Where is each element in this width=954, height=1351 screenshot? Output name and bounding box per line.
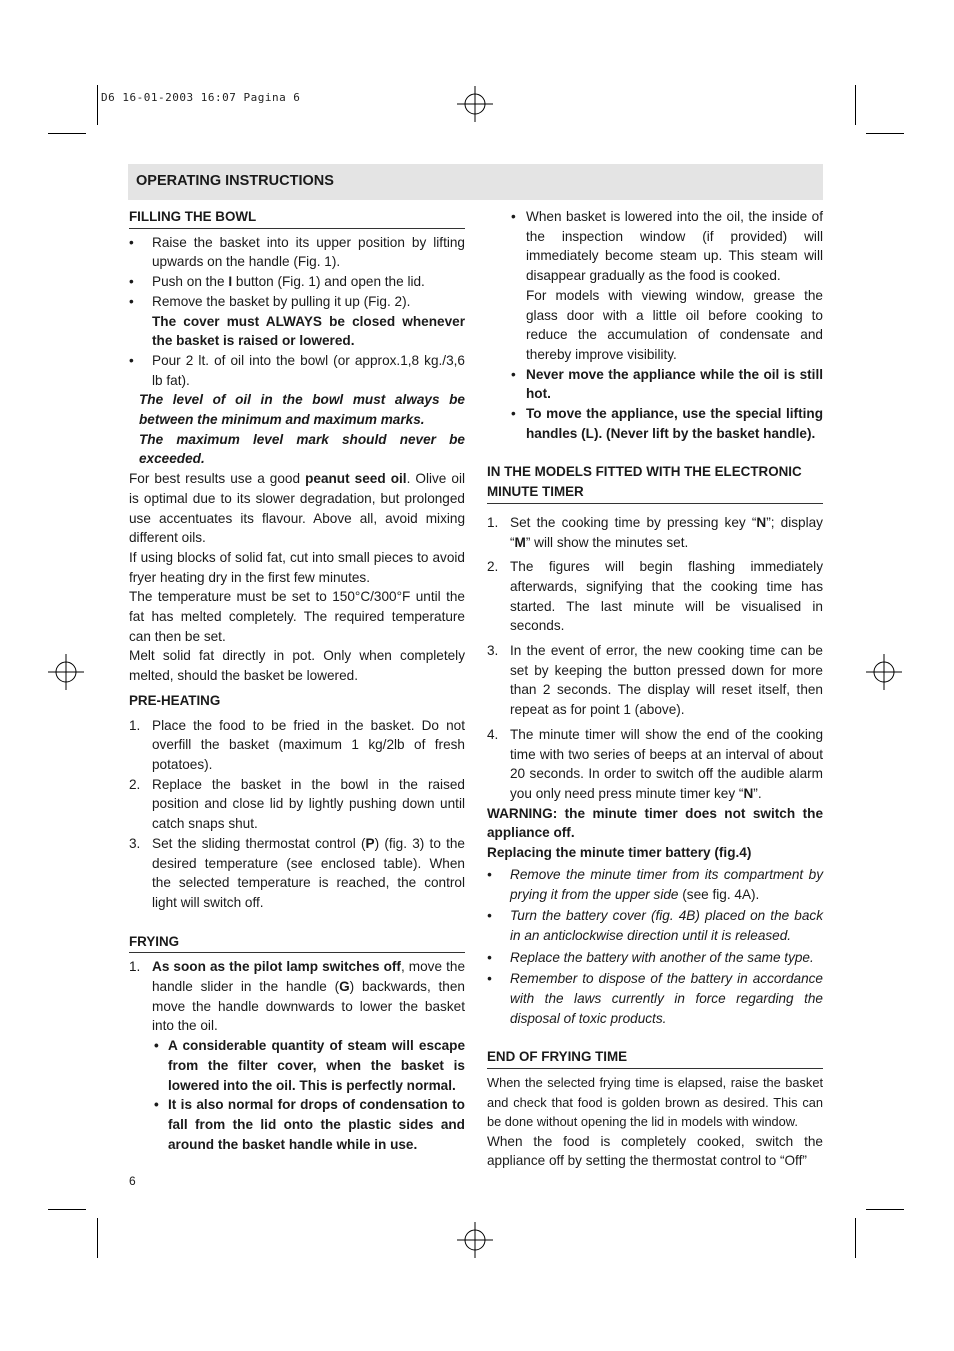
list-item: 1. As soon as the pilot lamp switches off, move the handle slider in the handle (G) backwards, then move the handle downwards to lower the basket into the oil. [129, 959, 465, 1034]
paragraph: The temperature must be set to 150°C/300°F until the fat has melted completely. The required temperature can then be set. [129, 589, 465, 644]
heading-frying: FRYING [129, 932, 465, 954]
heading-pre-heating: PRE-HEATING [129, 692, 221, 708]
list-item: 1. Set the cooking time by pressing key “N”; display “M” will show the minutes set. [487, 514, 823, 550]
print-slug: D6 16-01-2003 16:07 Pagina 6 [101, 91, 301, 104]
left-column [129, 207, 465, 1154]
note-max-level: The maximum level mark should never be exceeded. [139, 431, 465, 467]
note-oil-level: The level of oil in the bowl must always be between the minimum and maximum marks. [139, 392, 465, 428]
list-item: 1. Place the food to be fried in the basket. Do not overfill the basket (maximum 1 kg/2lb of fresh potatoes). [129, 717, 465, 772]
list-item: • Remove the minute timer from its compartment by prying it from the upper side (see fig. 4A). [487, 866, 823, 902]
page-number: 6 [129, 1174, 136, 1188]
list-item: • It is also normal for drops of condensation to fall from the lid onto the plastic sides and around the basket handle while in use. [154, 1097, 465, 1152]
paragraph: For models with viewing window, grease the glass door with a little oil before cooking to reduce the accumulation of condensate and thereby improve visibility. [526, 287, 823, 362]
paragraph: For best results use a good peanut seed oil. Olive oil is optimal due to its slower degradation, but prolonged use accentuates its flavour. Above all, avoid mixing different oils. [129, 471, 465, 546]
list-item: • To move the appliance, use the special lifting handles (L). (Never lift by the basket handle). [511, 406, 823, 441]
registration-mark-icon [48, 654, 84, 690]
list-item: • Pour 2 lt. of oil into the bowl (or approx.1,8 kg./3,6 lb fat). [129, 352, 465, 388]
section-banner [128, 164, 823, 200]
warning-text: The cover must ALWAYS be closed whenever the basket is raised or lowered. [152, 313, 465, 349]
warning-text: WARNING: the minute timer does not switch the appliance off. [487, 805, 823, 841]
list-item: 3. Set the sliding thermostat control (P) (fig. 3) to the desired temperature (see enclosed table). When the selected temperature is reached, the control light will switch off. [129, 835, 465, 910]
paragraph: When the food is completely cooked, switch the appliance off by setting the thermostat control to “Off” [487, 1133, 823, 1169]
list-item: • A considerable quantity of steam will escape from the filter cover, when the basket is lowered into the oil. This is perfectly normal. [154, 1038, 465, 1093]
list-item: • Replace the battery with another of the same type. [487, 949, 814, 965]
right-column [487, 207, 823, 1171]
list-item: • Remove the basket by pulling it up (Fig. 2). [129, 293, 411, 309]
paragraph: When the selected frying time is elapsed, raise the basket and check that food is golden brown as desired. This can be done without opening the lid in models with window. [487, 1075, 823, 1130]
section-title: OPERATING INSTRUCTIONS [136, 173, 334, 189]
list-item: • Never move the appliance while the oil is still hot. [511, 366, 823, 402]
registration-mark-icon [866, 654, 902, 690]
list-item: • Push on the I button (Fig. 1) and open the lid. [129, 274, 425, 290]
list-item: 3. In the event of error, the new cooking time can be set by keeping the button pressed down for more than 2 seconds. The display will reset itself, then repeat as for point 1 (above). [487, 643, 823, 718]
list-item: 2. The figures will begin flashing immediately afterwards, signifying that the cooking time has started. The last minute will be visualised in seconds. [487, 559, 823, 634]
list-item: 2. Replace the basket in the bowl in the raised position and close lid by lightly pushing down until catch snaps shut. [129, 776, 465, 832]
list-item: • When basket is lowered into the oil, the inside of the inspection window (if provided) will immediately become steam up. This steam will disappear gradually as the food is cooked. [511, 209, 823, 284]
subheading-battery: Replacing the minute timer battery (fig.4) [487, 845, 752, 861]
paragraph: If using blocks of solid fat, cut into small pieces to avoid fryer heating dry in the first few minutes. [129, 549, 465, 585]
heading-filling-bowl: FILLING THE BOWL [129, 207, 465, 229]
list-item: 4. The minute timer will show the end of the cooking time with two series of beeps at an interval of about 20 seconds. In order to switch off the audible alarm you only need press minute timer key “N”. [487, 726, 823, 801]
list-item: • Turn the battery cover (fig. 4B) placed on the back in an anticlockwise direction until it is released. [487, 908, 823, 943]
list-item: • Raise the basket into its upper position by lifting upwards on the handle (Fig. 1). [129, 234, 465, 270]
list-item: • Remember to dispose of the battery in accordance with the laws currently in force regarding the disposal of toxic products. [487, 971, 823, 1026]
paragraph: Melt solid fat directly in pot. Only when completely melted, should the basket be lowered. [129, 648, 465, 684]
heading-end-frying: END OF FRYING TIME [487, 1047, 823, 1069]
heading-minute-timer: IN THE MODELS FITTED WITH THE ELECTRONIC MINUTE TIMER [487, 462, 823, 503]
registration-mark-icon [457, 86, 493, 122]
registration-mark-icon [457, 1222, 493, 1258]
